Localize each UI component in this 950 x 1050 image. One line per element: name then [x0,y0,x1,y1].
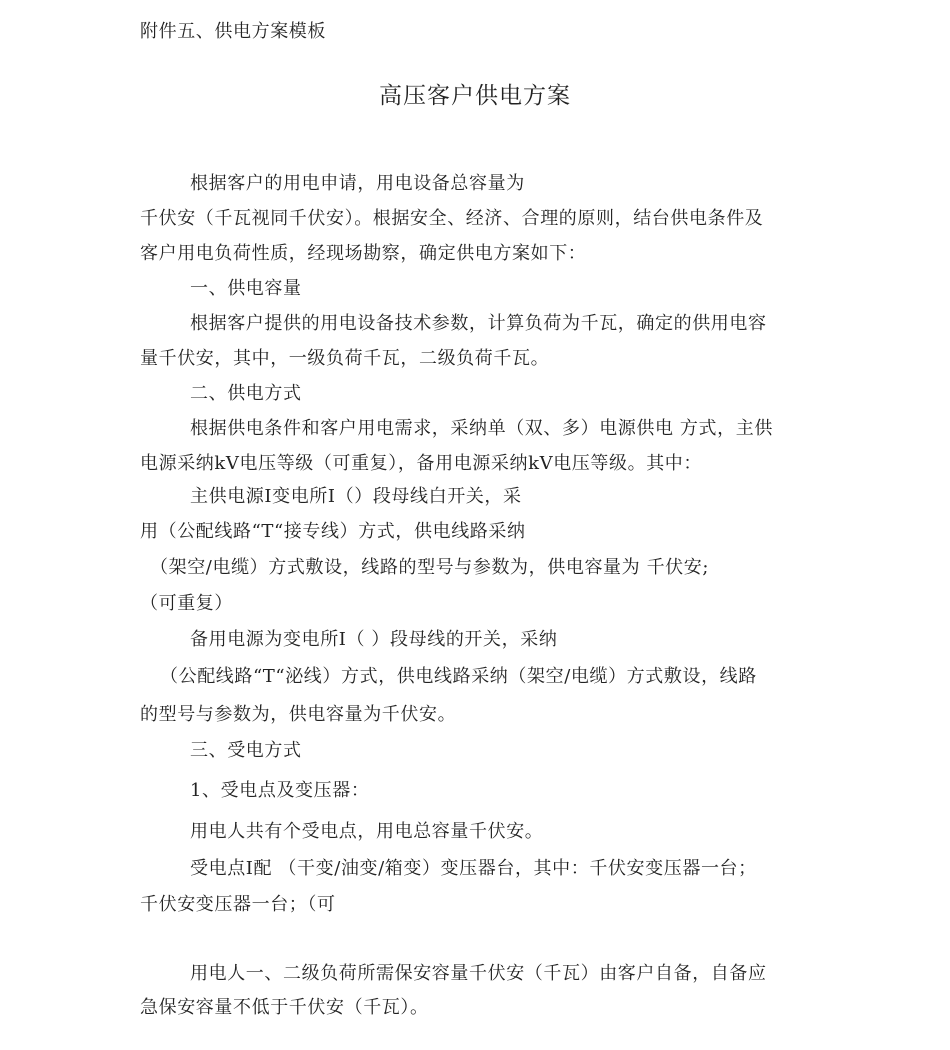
paragraph-line: 千伏安变压器一台；（可 [140,894,336,915]
paragraph-line: 客户用电负荷性质，经现场勘察，确定供电方案如下： [140,243,587,264]
paragraph-line: 量千伏安，其中，一级负荷千瓦，二级负荷千瓦。 [140,348,550,369]
paragraph-line: （可重复） [140,593,233,614]
paragraph-line: 备用电源为变电所I（ ）段母线的开关，采纳 [190,629,558,650]
paragraph-line: 受电点I配 （干变/油变/箱变）变压器台，其中：千伏安变压器一台； [190,858,757,879]
paragraph-line: 根据客户的用电申请，用电设备总容量为 [190,173,525,194]
section-heading: 三、受电方式 [190,740,302,761]
section-heading: 一、供电容量 [190,278,302,299]
paragraph-line: （公配线路“T“泌线）方式，供电线路采纳（架空/电缆）方式敷设，线路 [160,666,757,687]
subsection-heading: 1、受电点及变压器： [190,780,370,801]
section-heading: 二、供电方式 [190,383,302,404]
paragraph-line: 用（公配线路“T“接专线）方式，供电线路采纳 [140,521,526,542]
paragraph-line: 急保安容量不低于千伏安（千瓦）。 [140,997,429,1018]
attachment-label: 附件五、供电方案模板 [140,21,326,42]
paragraph-line: 根据客户提供的用电设备技术参数，计算负荷为千瓦，确定的供用电容 [190,313,767,334]
paragraph-line: 千伏安（千瓦视同千伏安）。根据安全、经济、合理的原则，结台供电条件及 [140,208,764,229]
paragraph-line: 根据供电条件和客户用电需求，采纳单（双、多）电源供电 方式，主供 [190,418,773,439]
paragraph-line: 用电人共有个受电点，用电总容量千伏安。 [190,821,544,842]
paragraph-line: 用电人一、二级负荷所需保安容量千伏安（千瓦）由客户自备，自备应 [190,963,767,984]
paragraph-line: 电源采纳kV电压等级（可重复），备用电源采纳kV电压等级。其中： [140,453,703,474]
document-title: 高压客户供电方案 [379,83,571,109]
paragraph-line: 主供电源I变电所I（）段母线白开关，采 [190,486,522,507]
paragraph-line: （架空/电缆）方式敷设，线路的型号与参数为，供电容量为 千伏安; [150,557,710,578]
paragraph-line: 的型号与参数为，供电容量为千伏安。 [140,704,457,725]
